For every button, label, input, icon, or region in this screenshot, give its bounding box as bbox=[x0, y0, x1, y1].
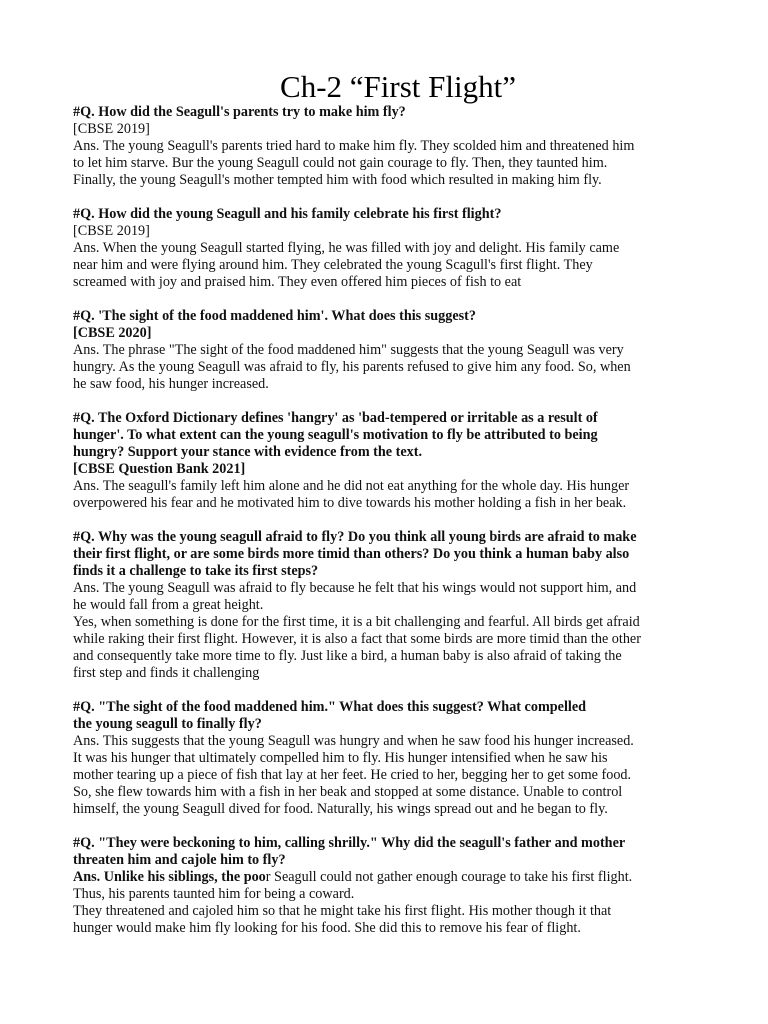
page-title: Ch-2 “First Flight” bbox=[280, 69, 516, 104]
answer-line: hunger would make him fly looking for his food. She did this to remove his fear of flight. bbox=[73, 920, 581, 936]
answer-line: Ans. When the young Seagull started flying, he was filled with joy and delight. His family came bbox=[73, 240, 620, 256]
document-page bbox=[73, 70, 723, 954]
question-line: hunger'. To what extent can the young seagull's motivation to fly be attributed to being bbox=[73, 427, 598, 443]
answer-line: Ans. This suggests that the young Seagull was hungry and when he saw food his hunger increased. bbox=[73, 733, 634, 749]
qa-block-6 bbox=[73, 699, 723, 818]
answer-line: So, she flew towards him with a fish in her beak and stopped at some distance. Unable to control bbox=[73, 784, 623, 800]
exam-tag: [CBSE 2019] bbox=[73, 121, 150, 137]
question-line: #Q. "They were beckoning to him, calling shrilly." Why did the seagull's father and mother bbox=[73, 835, 626, 851]
question-line: threaten him and cajole him to fly? bbox=[73, 852, 286, 868]
answer-line: he would fall from a great height. bbox=[73, 597, 264, 613]
answer-line: screamed with joy and praised him. They even offered him pieces of fish to eat bbox=[73, 274, 522, 290]
qa-block-3 bbox=[73, 308, 723, 393]
qa-block-2 bbox=[73, 206, 723, 291]
question-line: finds it a challenge to take its first steps? bbox=[73, 563, 319, 579]
answer-line: Ans. The young Seagull's parents tried hard to make him fly. They scolded him and threatened him bbox=[73, 138, 635, 154]
qa-block-4 bbox=[73, 410, 723, 512]
answer-line: first step and finds it challenging bbox=[73, 665, 260, 681]
question-line: #Q. The Oxford Dictionary defines 'hangry' as 'bad-tempered or irritable as a result of bbox=[73, 410, 598, 426]
question-line: the young seagull to finally fly? bbox=[73, 716, 262, 732]
question-line: #Q. Why was the young seagull afraid to fly? Do you think all young birds are afraid to make bbox=[73, 529, 637, 545]
exam-tag: [CBSE Question Bank 2021] bbox=[73, 461, 246, 477]
answer-line: himself, the young Seagull dived for food. Naturally, his wings spread out and he began to fly. bbox=[73, 801, 608, 817]
qa-block-5 bbox=[73, 529, 723, 682]
answer-line: to let him starve. Bur the young Seagull could not gain courage to fly. Then, they taunted him. bbox=[73, 155, 608, 171]
exam-tag: [CBSE 2020] bbox=[73, 325, 152, 341]
answer-line: hungry. As the young Seagull was afraid to fly, his parents refused to give him any food. So, when bbox=[73, 359, 631, 375]
answer-line: overpowered his fear and he motivated him to dive towards his mother holding a fish in her beak. bbox=[73, 495, 627, 511]
answer-line: mother tearing up a piece of fish that lay at her feet. He cried to her, begging her to get some food. bbox=[73, 767, 632, 783]
question-line: their first flight, or are some birds more timid than others? Do you think a human baby also bbox=[73, 546, 630, 562]
qa-block-1 bbox=[73, 104, 723, 189]
answer-line: Yes, when something is done for the first time, it is a bit challenging and fearful. All birds get afraid bbox=[73, 614, 640, 630]
answer-line: while raking their first flight. However, it is also a fact that some birds are more timid than the other bbox=[73, 631, 641, 647]
question-line: #Q. How did the young Seagull and his family celebrate his first flight? bbox=[73, 206, 502, 222]
answer-bold-part: Ans. Unlike his siblings, the poo bbox=[73, 869, 266, 885]
answer-line: he saw food, his hunger increased. bbox=[73, 376, 269, 392]
question-line: #Q. 'The sight of the food maddened him'. What does this suggest? bbox=[73, 308, 476, 324]
answer-line: They threatened and cajoled him so that he might take his first flight. His mother though it that bbox=[73, 903, 612, 919]
answer-line: Ans. The phrase "The sight of the food maddened him" suggests that the young Seagull was very bbox=[73, 342, 624, 358]
question-line: hungry? Support your stance with evidence from the text. bbox=[73, 444, 423, 460]
exam-tag: [CBSE 2019] bbox=[73, 223, 150, 239]
answer-line: Ans. The seagull's family left him alone and he did not eat anything for the whole day. His hunger bbox=[73, 478, 630, 494]
answer-line: It was his hunger that ultimately compelled him to fly. His hunger intensified when he saw his bbox=[73, 750, 608, 766]
qa-block-7 bbox=[73, 835, 723, 937]
answer-line: Finally, the young Seagull's mother tempted him with food which resulted in making him fly. bbox=[73, 172, 602, 188]
question-line: #Q. How did the Seagull's parents try to make him fly? bbox=[73, 104, 406, 120]
answer-line: near him and were flying around him. They celebrated the young Scagull's first flight. They bbox=[73, 257, 593, 273]
answer-rest-part: r Seagull could not gather enough courage to take his first flight. bbox=[265, 869, 633, 885]
answer-line: Thus, his parents taunted him for being a coward. bbox=[73, 886, 355, 902]
question-line: #Q. "The sight of the food maddened him." What does this suggest? What compelled bbox=[73, 699, 587, 715]
answer-line: and consequently take more time to fly. Just like a bird, a human baby is also afraid of taking the bbox=[73, 648, 622, 664]
answer-line bbox=[73, 869, 723, 886]
answer-line: Ans. The young Seagull was afraid to fly because he felt that his wings would not support him, and bbox=[73, 580, 637, 596]
